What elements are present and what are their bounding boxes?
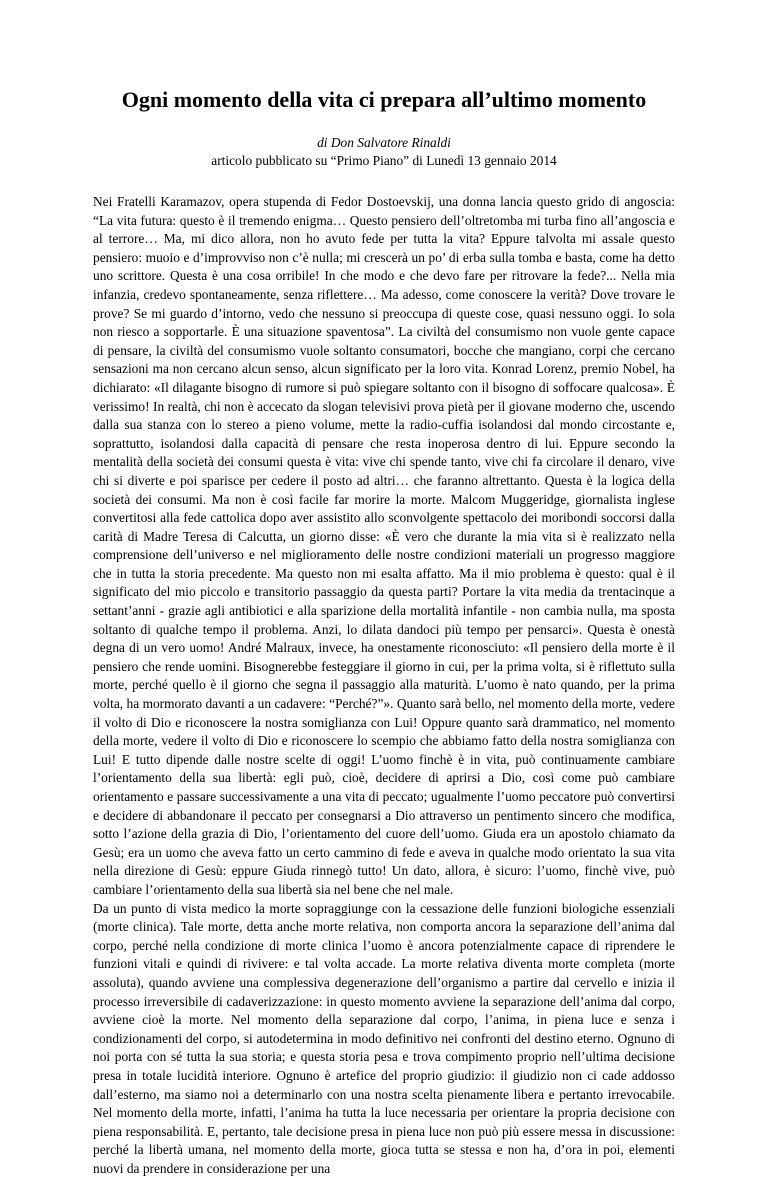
article-body	[93, 193, 675, 1178]
paragraph: Nei Fratelli Karamazov, opera stupenda di Fedor Dostoevskij, una donna lancia questo grido di angoscia: “La vita futura: questo è il tremendo enigma… Questo pensiero dell’oltretomba mi turba fino all’angoscia e al terrore… Ma, mi dico allora, non ho avuto fede per tutta la vita? Eppure talvolta mi assale questo pensiero: muoio e d’improvviso non c’è nulla; mi crescerà un po’ di erba sulla tomba e basta, come ha detto uno scrittore. Questa è una cosa orribile! In che modo e che devo fare per ritrovare la fede?... Nella mia infanzia, credevo spontaneamente, senza riflettere… Ma adesso, come conoscere la verità? Dove trovare le prove? Se mi guardo d’intorno, vedo che nessuno si preoccupa di queste cose, quasi nessuno oggi. Io sola non riesco a sopportarle. È una situazione spaventosa”. La civiltà del consumismo non vuole gente capace di pensare, la civiltà del consumismo vuole soltanto consumatori, bocche che mangiano, corpi che cercano sensazioni ma non cercano alcun senso, alcun significato per la loro vita. Konrad Lorenz, premio Nobel, ha dichiarato: «Il dilagante bisogno di rumore si può spiegare soltanto con il bisogno di soffocare qualcosa». È verissimo! In realtà, chi non è accecato da slogan televisivi prova pietà per il giovane moderno che, uscendo dalla sua stanza con lo stereo a pieno volume, mette la radio-cuffia isolandosi dal mondo circostante e, soprattutto, isolandosi dalla capacità di pensare che resta inoperosa dentro di lui. Eppure secondo la mentalità della società dei consumi questa è vita: vive chi spende tanto, vive chi fa circolare il denaro, vive chi si diverte e poi sparisce per cedere il posto ad altri… che faranno altrettanto. Questa è la logica della società dei consumi. Ma non è così facile far morire la morte. Malcom Muggeridge, giornalista inglese convertitosi alla fede cattolica dopo aver assistito allo sconvolgente spettacolo dei moribondi soccorsi dalla carità di Madre Teresa di Calcutta, un giorno disse: «È vero che durante la mia vita si è realizzato nella comprensione dell’universo e nel miglioramento delle nostre condizioni materiali un progresso maggiore che in tutta la storia precedente. Ma questo non mi esalta affatto. Ma il mio problema è questo: qual è il significato del mio piccolo e transitorio passaggio da questa parti? Portare la vita media da trentacinque a settant’anni - grazie agli antibiotici e alla sparizione della mortalità infantile - non cambia nulla, ma sposta soltanto di qualche tempo il problema. Anzi, lo dilata dandoci più tempo per pensarci». Questa è onestà degna di un vero uomo! André Malraux, invece, ha onestamente riconosciuto: «Il pensiero della morte è il pensiero che rende uomini. Bisognerebbe festeggiare il giorno in cui, per la prima volta, si è riflettuto sulla morte, perché quello è il giorno che segna il passaggio alla maturità. L’uomo è nato quando, per la prima volta, ha mormorato davanti a un cadavere: “Perché?”». Quanto sarà bello, nel momento della morte, vedere il volto di Dio e riconoscere la nostra somiglianza con Lui! Oppure quanto sarà drammatico, nel momento della morte, vedere il volto di Dio e riconoscere lo scempio che abbiamo fatto della nostra somiglianza con Lui! E tutto dipende dalle nostre scelte di oggi! L’uomo finchè è in vita, può continuamente cambiare l’orientamento della sua libertà: egli può, cioè, decidere di aprirsi a Dio, così come può cambiare orientamento e passare successivamente a una vita di peccato; ugualmente l’uomo peccatore può convertirsi e decidere di abbandonare il peccato per consegnarsi a Dio attraverso un pentimento sincero che modifica, sotto l’azione della grazia di Dio, l’orientamento del cuore dell’uomo. Giuda era un apostolo chiamato da Gesù; era un uomo che aveva fatto un certo cammino di fede e aveva in qualche modo orientato la sua vita nella direzione di Gesù: eppure Giuda rinnegò tutto! Un dato, allora, è sicuro: l’uomo, finchè vive, può cambiare l’orientamento della sua libertà sia nel bene che nel male.	[93, 194, 675, 897]
author-line: di Don Salvatore Rinaldi	[317, 135, 451, 150]
paragraph: Da un punto di vista medico la morte sopraggiunge con la cessazione delle funzioni biologiche essenziali (morte clinica). Tale morte, detta anche morte relativa, non comporta ancora la separazione dell’anima dal corpo, perché nella condizione di morte clinica l’uomo è ancora potenzialmente capace di riprendere le funzioni vitali e quindi di rivivere: e tal volta accade. La morte relativa diventa morte completa (morte assoluta), quando avviene una complessiva degenerazione dell’organismo a partire dal cervello e inizia il processo irreversibile di cadaverizzazione: in questo momento avviene la separazione dell’anima dal corpo, avviene cioè la morte. Nel momento della separazione dal corpo, l’anima, in piena luce e senza i condizionamenti del corpo, si autodetermina in modo definitivo nei confronti del destino eterno. Ognuno di noi porta con sé tutta la sua storia; e questa storia pesa e trova compimento proprio nell’ultima decisione presa in totale lucidità interiore. Ognuno è artefice del proprio giudizio: il giudizio non ci cade addosso dall’esterno, ma siamo noi a determinarlo con una nostra scelta pienamente libera e pertanto irrevocabile. Nel momento della morte, infatti, l’anima ha tutta la luce necessaria per orientare la propria decisione con piena responsabilità. E, pertanto, tale decisione presa in piena luce non può più essere messa in discussione: perché la libertà umana, nel momento della morte, gioca tutta se stessa e non ha, d’ora in poi, elementi nuovi da prendere in considerazione per una	[93, 900, 675, 1176]
document-title: Ogni momento della vita ci prepara all’ultimo momento	[121, 87, 647, 112]
publication-line: articolo pubblicato su “Primo Piano” di Lunedì 13 gennaio 2014	[211, 153, 557, 168]
